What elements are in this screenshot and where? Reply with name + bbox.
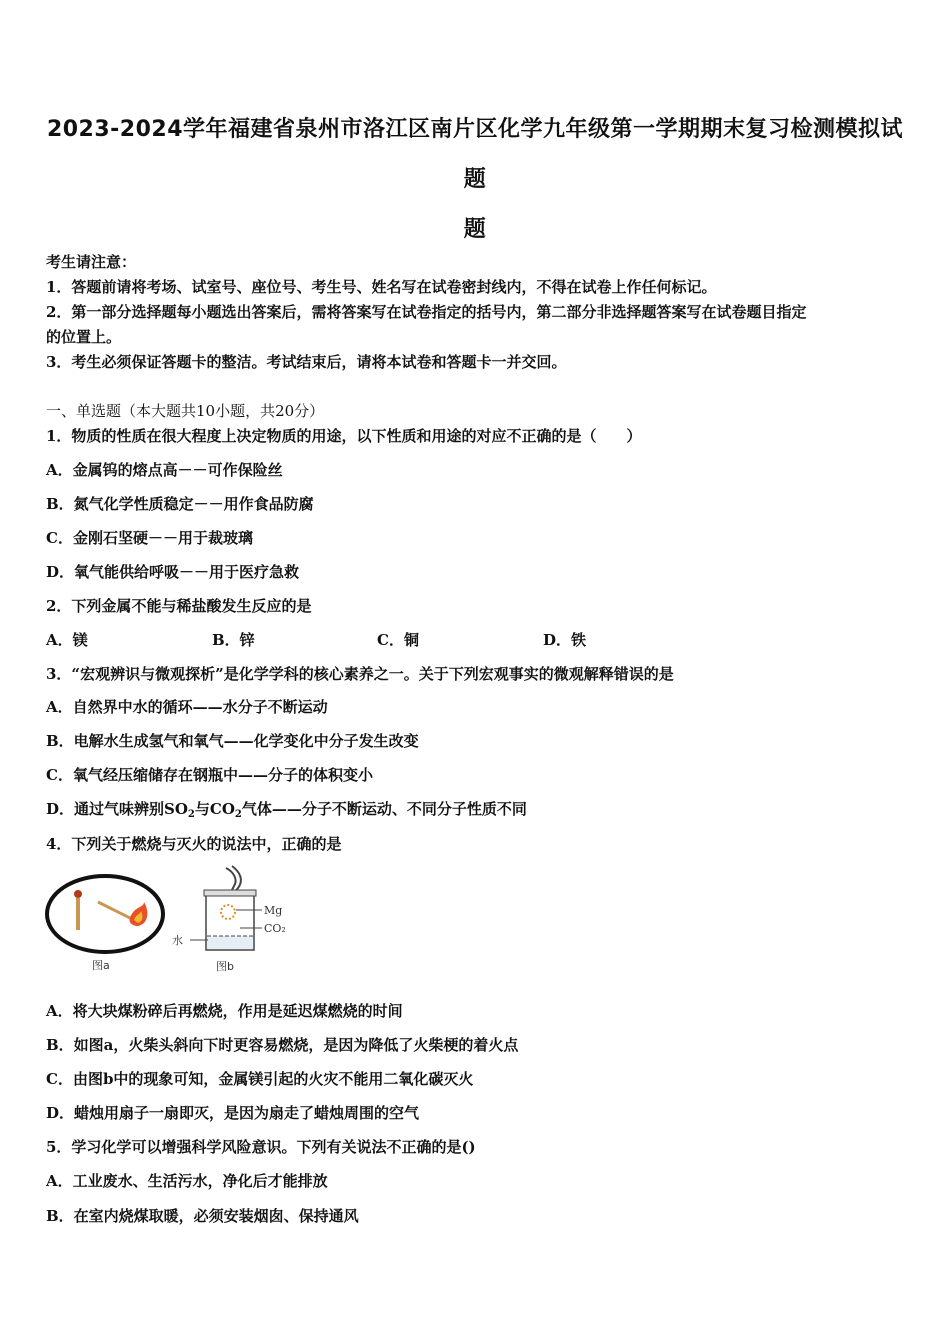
figure-a <box>44 866 168 976</box>
q4-option-c: C．由图b中的现象可知，金属镁引起的火灾不能用二氧化碳灭火 <box>46 1070 474 1088</box>
figure-b-lid <box>204 890 256 896</box>
q5-option-b: B．在室内烧煤取暖，必须安装烟囱、保持通风 <box>46 1207 359 1225</box>
q2-stem: 2．下列金属不能与稀盐酸发生反应的是 <box>46 597 312 615</box>
q3-stem: 3．“宏观辨识与微观探析”是化学学科的核心素养之一。关于下列宏观事实的微观解释错误的是 <box>46 665 674 683</box>
figure-b-burning-mg <box>221 905 235 919</box>
q1-option-b: B．氮气化学性质稳定－－用作食品防腐 <box>46 495 314 513</box>
figure-a-match-stick-diagonal <box>98 902 130 918</box>
q1-stem: 1．物质的性质在很大程度上决定物质的用途，以下性质和用途的对应不正确的是（ ） <box>46 427 642 445</box>
q3-d-post: 气体——分子不断运动、不同分子性质不同 <box>241 800 527 818</box>
figure-a-match-head-1 <box>74 890 82 898</box>
q5-stem: 5．学习化学可以增强科学风险意识。下列有关说法不正确的是() <box>46 1138 476 1156</box>
q5-option-a: A．工业废水、生活污水，净化后才能排放 <box>46 1172 328 1190</box>
notice-item-1: 1．答题前请将考场、试室号、座位号、考生号、姓名写在试卷密封线内，不得在试卷上作任何标记。 <box>46 278 717 296</box>
q4-option-d: D．蜡烛用扇子一扇即灭，是因为扇走了蜡烛周围的空气 <box>46 1104 420 1122</box>
q3-option-b: B．电解水生成氢气和氧气——化学变化中分子发生改变 <box>46 732 419 750</box>
figure-b-label: 图b <box>216 960 234 973</box>
figure-b <box>168 864 298 976</box>
page-title-line1: 2023-2024学年福建省泉州市洛江区南片区化学九年级第一学期期末复习检测模拟试 <box>46 117 904 142</box>
q3-option-d <box>46 799 527 819</box>
figure-b-water <box>207 936 253 949</box>
q3-d-sub1: 2 <box>187 809 195 820</box>
q3-d-sub2: 2 <box>234 809 242 820</box>
q2-option-a: A．镁 <box>46 631 88 649</box>
page-title-line2: 题 <box>463 167 487 192</box>
q4-stem: 4．下列关于燃烧与灭火的说法中，正确的是 <box>46 835 342 853</box>
q3-d-mid: 与CO <box>194 800 235 818</box>
notice-item-2-cont: 的位置上。 <box>46 328 122 346</box>
section-heading: 一、单选题（本大题共10小题，共20分） <box>46 402 325 420</box>
notice-item-2: 2．第一部分选择题每小题选出答案后，需将答案写在试卷指定的括号内，第二部分非选择题答案写在试卷题目指定 <box>46 303 807 321</box>
q2-option-c: C．铜 <box>377 631 419 649</box>
q1-option-d: D．氧气能供给呼吸－－用于医疗急救 <box>46 563 300 581</box>
q4-option-a: A．将大块煤粉碎后再燃烧，作用是延迟煤燃烧的时间 <box>46 1002 403 1020</box>
q2-option-d: D．铁 <box>543 631 587 649</box>
q3-d-pre: D．通过气味辨别SO <box>46 800 188 818</box>
q2-option-b: B．锌 <box>212 631 255 649</box>
figure-b-co2-label: CO₂ <box>264 922 286 935</box>
page-title-line3: 题 <box>463 217 487 242</box>
q3-option-c: C．氧气经压缩储存在钢瓶中——分子的体积变小 <box>46 766 373 784</box>
notice-item-3: 3．考生必须保证答题卡的整洁。考试结束后，请将本试卷和答题卡一并交回。 <box>46 353 567 371</box>
notice-heading: 考生请注意： <box>46 253 137 271</box>
q4-option-b: B．如图a，火柴头斜向下时更容易燃烧，是因为降低了火柴梗的着火点 <box>46 1036 519 1054</box>
figure-a-label: 图a <box>92 959 110 972</box>
q3-option-a: A．自然界中水的循环——水分子不断运动 <box>46 698 328 716</box>
q1-option-c: C．金刚石坚硬－－用于裁玻璃 <box>46 529 253 547</box>
figure-b-mg-label: Mg <box>264 904 283 917</box>
figure-b-water-label: 水 <box>172 934 183 947</box>
q1-option-a: A．金属钨的熔点高－－可作保险丝 <box>46 461 283 479</box>
